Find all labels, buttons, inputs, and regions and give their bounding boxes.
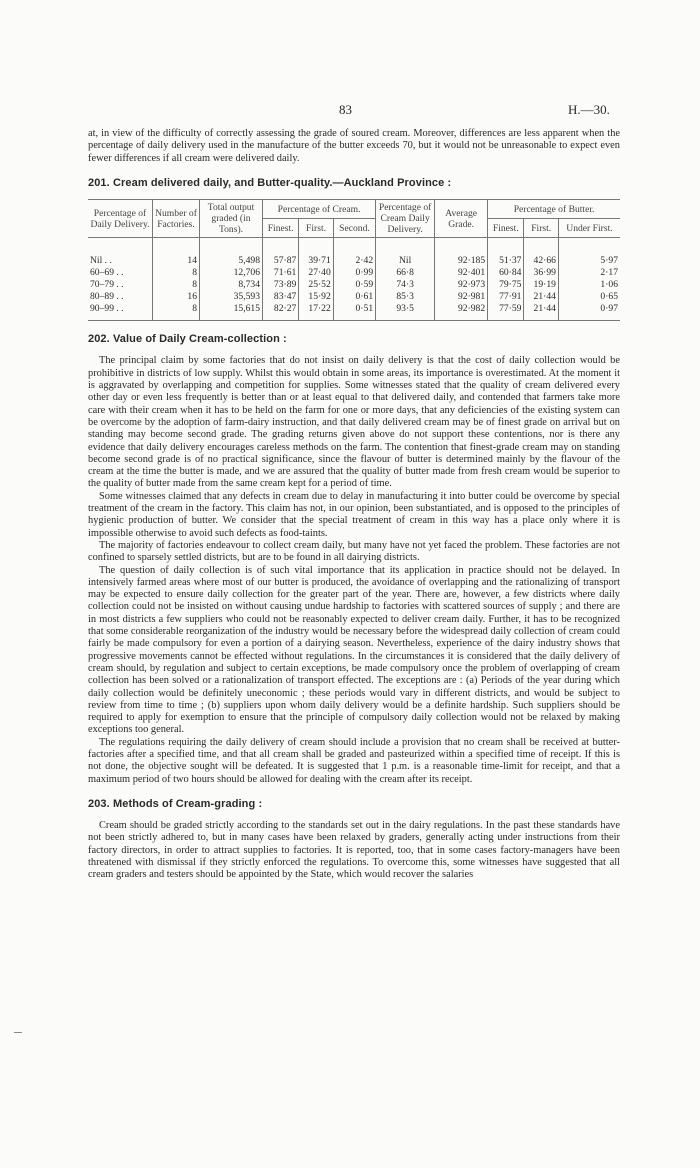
table-cell: 8,734 <box>200 278 263 290</box>
section-202-paragraph: The principal claim by some factories that do not insist on daily delivery is that the cost of daily collection would be prohibitive in districts of low supply. Whilst this would obtain in some areas, its importance is overestimated. At the moment it is aggravated by overlapping and competition for supplies. Some witnesses stated that the quality of cream delivered every other day or even less frequently is better than or at least equal to that delivered daily, and contended that farmers take more care with their cream when it has to be held on the farm for one or more days, that any deficiencies of the existing system can be overcome by the adoption of farm-dairy instruction, and that daily delivered cream may be of finest grade on arrival but on standing may become second grade. The grading returns given above do not support these contentions, nor is there any evidence that daily delivery encourages careless methods on the farm. The contention that finest-grade cream may on standing become second grade is of no practical significance, since the flavour of butter is determined mainly by the flavour of the cream at the time the butter is made, and we are assured that the quality of butter made from fresh cream would be superior to the quality of butter made from the same cream kept for a period of time. <box>88 355 620 490</box>
table-cell: 92·973 <box>435 278 488 290</box>
table-row <box>88 238 620 267</box>
table-cell: 92·982 <box>435 302 488 320</box>
table-cell: 16 <box>153 290 200 302</box>
col-pct-butter: Percentage of Butter. <box>488 200 620 219</box>
table-cell: 0·99 <box>333 266 375 278</box>
table-cell: 73·89 <box>263 278 299 290</box>
table-cell: 0·65 <box>600 290 618 302</box>
table-cell: 60·84 <box>488 266 524 278</box>
table-cell: 5,498 <box>200 238 263 267</box>
table-cell: 80–89 . . <box>88 290 153 302</box>
table-cell: 35,593 <box>200 290 263 302</box>
table-cell: 92·401 <box>435 266 488 278</box>
table-cell: 74·3 <box>376 278 435 290</box>
page-number: 83 <box>339 102 352 117</box>
table-cell: 8 <box>153 302 200 320</box>
margin-mark <box>14 1032 22 1033</box>
grade-table-wrapper <box>88 199 620 321</box>
table-cell: 0·61 <box>333 290 375 302</box>
table-cell: 15·92 <box>299 290 333 302</box>
table-cell: 5·97 <box>600 254 618 266</box>
col-avg-grade: Average Grade. <box>435 200 488 238</box>
section-201-heading: 201. Cream delivered daily, and Butter-quality.—Auckland Province : <box>88 176 452 189</box>
table-cell: 77·91 <box>488 290 524 302</box>
section-202-heading: 202. Value of Daily Cream-collection : <box>88 333 287 346</box>
table-cell: 83·47 <box>263 290 299 302</box>
section-202-paragraph: The regulations requiring the daily delivery of cream should include a provision that no cream shall be received at butter-factories after a specified time, and that all cream shall be graded and pasteurized within a specified time of receipt. If this is not done, the objective sought will be defeated. It is suggested that 1 p.m. is a reasonable time-limit for receipt, and that a maximum period of two hours should be allowed for dealing with the cream after its receipt. <box>88 736 620 785</box>
col-cream-second: Second. <box>333 219 375 238</box>
table-cell: 93·5 <box>376 302 435 320</box>
table-cell: 2·42 <box>333 238 375 267</box>
table-cell: 15,615 <box>200 302 263 320</box>
table-cell: 60–69 . . <box>88 266 153 278</box>
table-cell: 0·97 <box>600 302 618 314</box>
col-factories: Number of Factories. <box>153 200 200 238</box>
table-cell: 92·185 <box>435 238 488 267</box>
table-cell: 2·17 <box>600 266 618 278</box>
col-butter-finest: Finest. <box>488 219 524 238</box>
col-cream-finest: Finest. <box>263 219 299 238</box>
table-cell: 19·19 <box>524 278 558 290</box>
table-cell: 71·61 <box>263 266 299 278</box>
page-body <box>88 128 620 882</box>
table-cell: 66·8 <box>376 266 435 278</box>
grade-table-body <box>88 238 620 321</box>
table-cell: 82·27 <box>263 302 299 320</box>
table-cell: 21·44 <box>524 290 558 302</box>
table-cell: 77·59 <box>488 302 524 320</box>
table-row <box>88 290 620 302</box>
table-cell: 42·66 <box>524 238 558 267</box>
table-cell: 8 <box>153 266 200 278</box>
table-cell: 39·71 <box>299 238 333 267</box>
table-cell: 90–99 . . <box>88 302 153 320</box>
col-output: Total output graded (in Tons). <box>200 200 263 238</box>
table-cell: 12,706 <box>200 266 263 278</box>
table-row <box>88 266 620 278</box>
table-cell: 36·99 <box>524 266 558 278</box>
table-cell: 8 <box>153 278 200 290</box>
table-cell: 0·59 <box>333 278 375 290</box>
section-202-paragraph: Some witnesses claimed that any defects in cream due to delay in manufacturing it into butter could be overcome by special treatment of the cream in the factory. This claim has not, in our opinion, been substantiated, and is opposed to the principles of hygienic production of butter. We consider that the special treatment of cream in this way has a place only where it is impossible otherwise to avoid such defects as food-taints. <box>88 490 620 539</box>
table-cell: 85·3 <box>376 290 435 302</box>
table-cell: 79·75 <box>488 278 524 290</box>
butter-quality-table <box>88 199 620 320</box>
intro-paragraph: at, in view of the difficulty of correctly assessing the grade of soured cream. Moreover, differences are less apparent when the percentage of daily delivery used in the manufacture of the butter exceeds 70, but it would not be unreasonable to expect even fewer differences if all cream were delivered daily. <box>88 128 620 164</box>
table-cell: 25·52 <box>299 278 333 290</box>
table-cell: 51·37 <box>488 238 524 267</box>
document-reference: H.—30. <box>568 102 610 117</box>
section-203-paragraph: Cream should be graded strictly according to the standards set out in the dairy regulations. In the past these standards have not been strictly adhered to, but in many cases have been relaxed by graders, generally acting under instructions from their factory directors, in order to attract supplies to factories. It is reported, too, that in some cases factory-managers have been threatened with dismissal if they strictly enforced the regulations. To overcome this, some witnesses have suggested that all cream graders and testers should be appointed by the State, which would recover the salaries <box>88 820 620 881</box>
table-cell: 17·22 <box>299 302 333 320</box>
col-butter-under-first: Under First. <box>558 219 620 238</box>
table-cell: 0·51 <box>333 302 375 320</box>
table-cell: 70–79 . . <box>88 278 153 290</box>
table-cell: 92·981 <box>435 290 488 302</box>
col-butter-first: First. <box>524 219 558 238</box>
table-cell: Nil <box>376 238 435 267</box>
col-cream-first: First. <box>299 219 333 238</box>
section-203-heading: 203. Methods of Cream-grading : <box>88 797 263 810</box>
section-202-paragraph: The majority of factories endeavour to collect cream daily, but many have not yet faced the problem. These factories are not confined to sparsely settled districts, but are to be found in all dairying districts. <box>88 539 620 564</box>
section-202-paragraph: The question of daily collection is of such vital importance that its application in practice should not be delayed. In intensively farmed areas where most of our butter is produced, the avoidance of overlapping and the rationalizing of transport may be expected to ensure daily collection for the greater part of the year. There are, however, a few districts where daily collection could not be insisted on without causing undue hardship to factories with scattered sources of supply ; and there are in most districts a few suppliers who could not be reasonably expected to deliver cream daily. Further, it has to be recognized that some considerable reorganization of the industry would be necessary before the widespread daily collection of cream could fairly be made compulsory for even a portion of a dairying season. Nevertheless, experience of the dairy industry shows that progressive movements cannot be effected without regulations. In the circumstances it is considered that the daily delivery of cream should, by regulation and subject to certain exceptions, be made compulsory once the problem of overlapping of cream collection has been solved or a rationalization of transport effected. The exceptions are : (a) Periods of the year during which daily collection would be definitely uneconomic ; these periods would vary in different districts, and would be subject to review from time to time ; (b) suppliers upon whom daily delivery would be a definite hardship. Such suppliers should be required to apply for exemption to ensure that the principle of compulsory daily collection would not be relaxed by making exceptions too general. <box>88 564 620 736</box>
table-cell: 14 <box>153 238 200 267</box>
col-pct-cream: Percentage of Cream. <box>263 200 376 219</box>
table-cell: 21·44 <box>524 302 558 320</box>
table-cell: 57·87 <box>263 238 299 267</box>
running-header <box>0 102 700 118</box>
table-cell: Nil . . <box>88 238 153 267</box>
table-row <box>88 302 620 320</box>
col-pct-daily: Percentage of Daily Delivery. <box>88 200 153 238</box>
col-pct-cream-daily: Percentage of Cream Daily Delivery. <box>376 200 435 238</box>
table-cell: 27·40 <box>299 266 333 278</box>
table-row <box>88 278 620 290</box>
table-cell: 1·06 <box>600 278 618 290</box>
